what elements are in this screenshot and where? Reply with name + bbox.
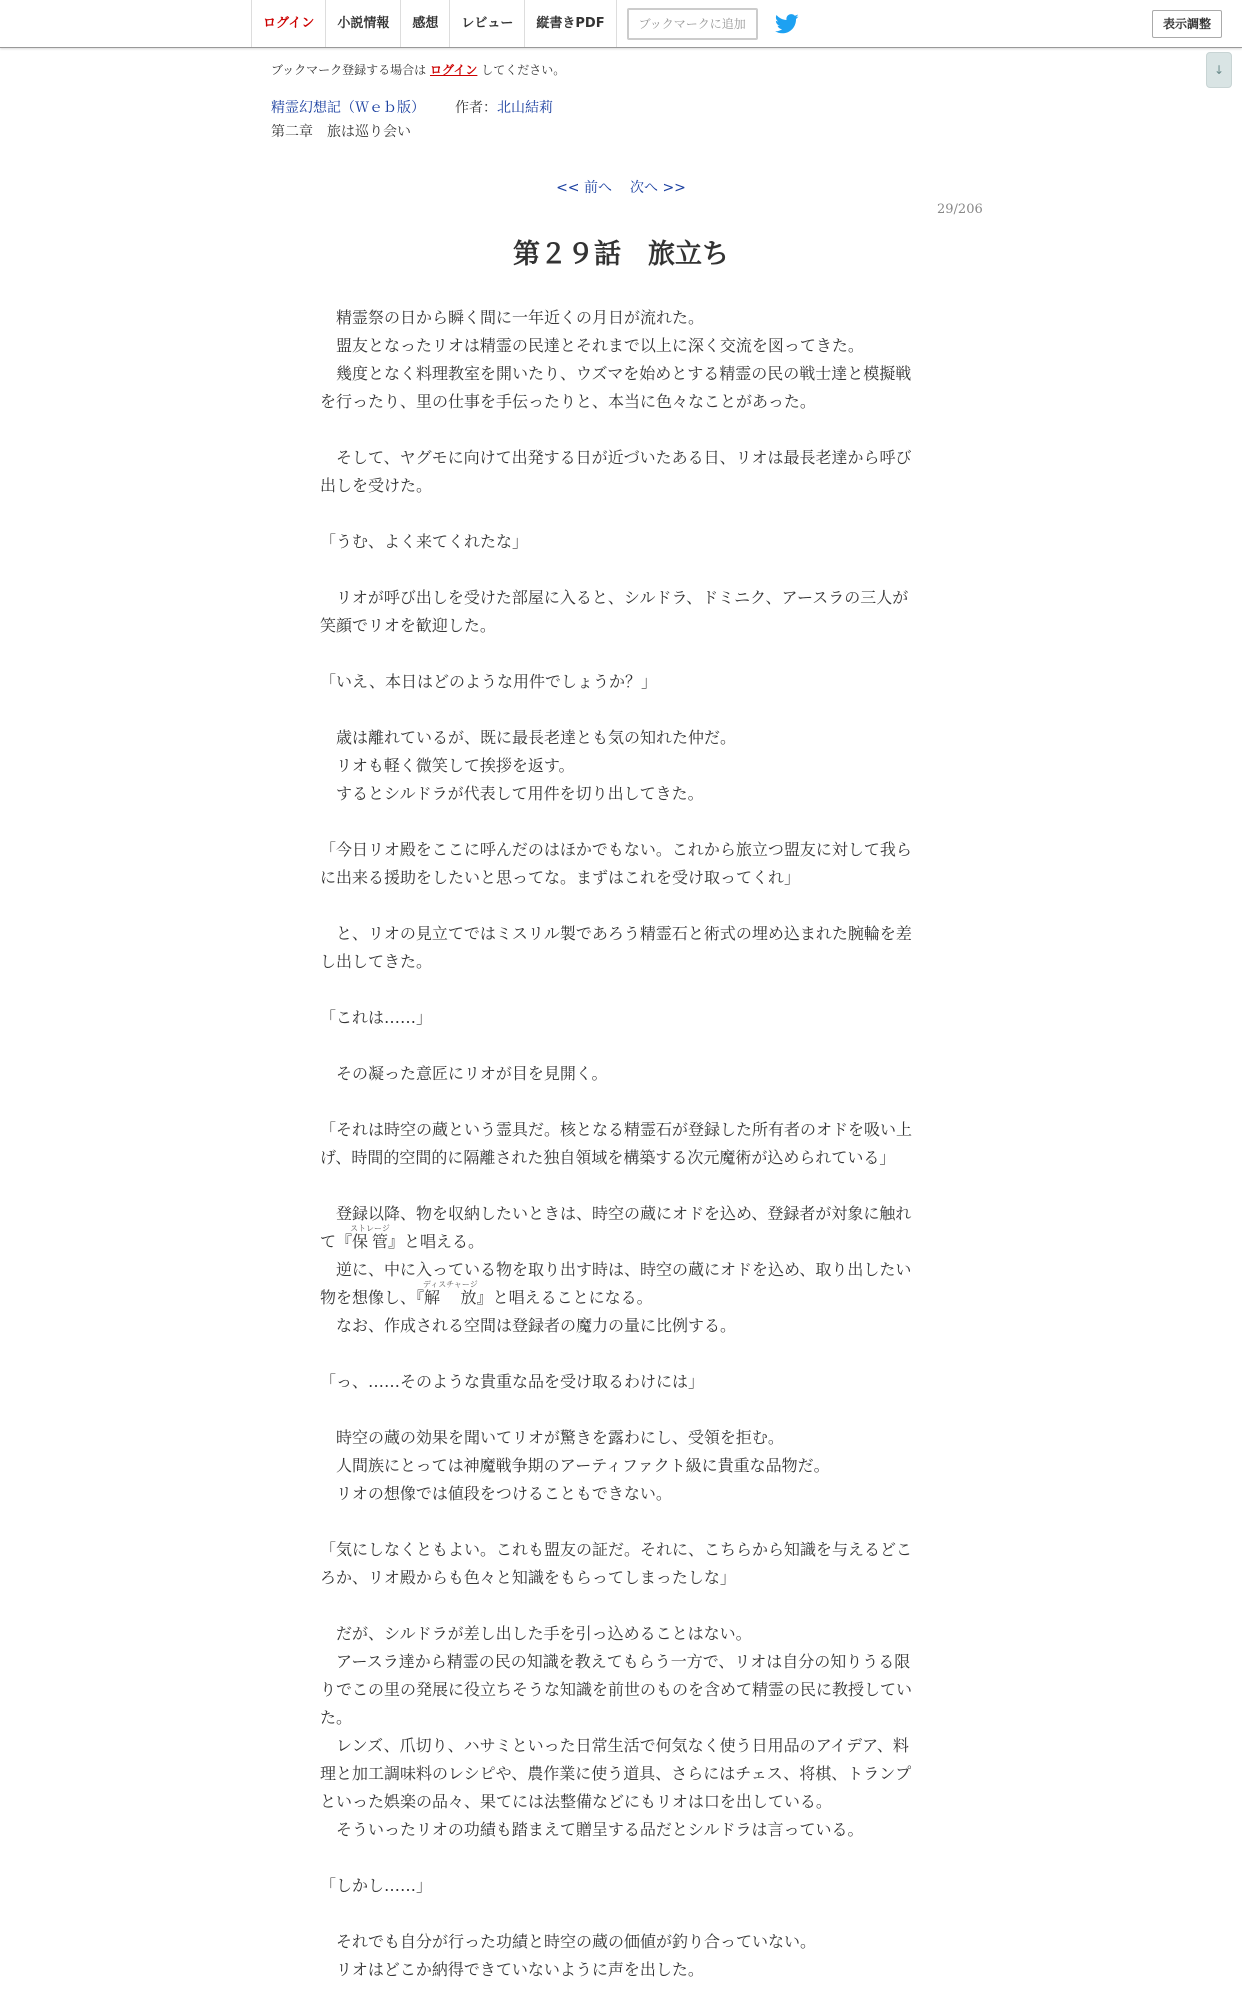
body-paragraph: 歳は離れているが、既に最長老達とも気の知れた仲だ。 <box>320 728 737 747</box>
body-paragraph <box>320 1200 916 1256</box>
dialogue-line: 「気にしなくともよい。これも盟友の証だ。それに、こちらから知識を与えるどころか、リオ殿からも色々と知識をもらってしまったしな」 <box>320 1540 913 1587</box>
episode-pager <box>0 177 1242 197</box>
dialogue-line: 「それは時空の蔵という霊具だ。核となる精霊石が登録した所有者のオドを吸い上げ、時間的空間的に隔離された独自領域を構築する次元魔術が込められている」 <box>320 1120 913 1167</box>
body-paragraph: リオが呼び出しを受けた部屋に入ると、シルドラ、ドミニク、アースラの三人が笑顔でリオを歓迎した。 <box>320 588 909 635</box>
top-navigation-bar <box>0 0 1242 48</box>
series-info <box>271 97 553 117</box>
blank-line <box>320 556 916 584</box>
body-paragraph: と、リオの見立てではミスリル製であろう精霊石と術式の埋め込まれた腕輪を差し出してきた。 <box>320 924 912 971</box>
dialogue-line: 「いえ、本日はどのような用件でしょうか？」 <box>320 672 657 691</box>
nav-vertical-pdf[interactable]: 縦書きPDF <box>525 0 616 47</box>
scroll-down-button[interactable]: ↓ <box>1206 52 1232 88</box>
body-paragraph: 幾度となく料理教室を開いたり、ウズマを始めとする精霊の民の戦士達と模擬戦を行ったり、里の仕事を手伝ったりと、本当に色々なことがあった。 <box>320 364 912 411</box>
paragraph-text: 登録以降、物を収納したいときは、時空の蔵にオドを込め、登録者が対象に触れて『 <box>320 1204 912 1251</box>
blank-line <box>320 1088 916 1116</box>
nav-review[interactable]: レビュー <box>450 0 525 47</box>
dialogue-line: 「今日リオ殿をここに呼んだのはほかでもない。これから旅立つ盟友に対して我らに出来る援助をしたいと思ってな。まずはこれを受け取ってくれ」 <box>320 840 912 887</box>
dialogue-line: 「しかし……」 <box>320 1876 433 1895</box>
notice-login-link[interactable]: ログイン <box>429 63 478 77</box>
blank-line <box>320 976 916 1004</box>
blank-line <box>320 892 916 920</box>
blank-line <box>320 416 916 444</box>
blank-line <box>320 1844 916 1872</box>
blank-line <box>320 1172 916 1200</box>
nav-impressions[interactable]: 感想 <box>401 0 450 47</box>
body-paragraph: その凝った意匠にリオが目を見開く。 <box>320 1064 608 1083</box>
twitter-share-button[interactable] <box>774 13 800 35</box>
dialogue-line: 「うむ、よく来てくれたな」 <box>320 532 529 551</box>
paragraph-text: 』と唱えることになる。 <box>476 1288 653 1307</box>
add-bookmark-button[interactable]: ブックマークに追加 <box>627 8 758 40</box>
blank-line <box>320 696 916 724</box>
body-paragraph: リオはどこか納得できていないように声を出した。 <box>320 1960 704 1979</box>
display-adjust-button[interactable]: 表示調整 <box>1152 10 1222 38</box>
chapter-title: 第二章 旅は巡り会い <box>271 124 411 140</box>
body-paragraph: なお、作成される空間は登録者の魔力の量に比例する。 <box>320 1316 737 1335</box>
dialogue-line: 「これは……」 <box>320 1008 433 1027</box>
body-paragraph: レンズ、爪切り、ハサミといった日常生活で何気なく使う日用品のアイデア、料理と加工調味料のレシピや、農作業に使う道具、さらにはチェス、将棋、トランプといった娯楽の品々、果てには法整備などにもリオは口を出している。 <box>320 1736 912 1811</box>
dialogue-line: 「っ、……そのような貴重な品を受け取るわけには」 <box>320 1372 705 1391</box>
blank-line <box>320 1508 916 1536</box>
episode-body <box>320 304 916 1984</box>
body-paragraph: それでも自分が行った功績と時空の蔵の価値が釣り合っていない。 <box>320 1932 817 1951</box>
nav-novel-info[interactable]: 小説情報 <box>326 0 401 47</box>
body-paragraph: するとシルドラが代表して用件を切り出してきた。 <box>320 784 704 803</box>
body-paragraph: 時空の蔵の効果を聞いてリオが驚きを露わにし、受領を拒む。 <box>320 1428 784 1447</box>
notice-prefix: ブックマーク登録する場合は <box>271 63 430 77</box>
blank-line <box>320 1396 916 1424</box>
blank-line <box>320 1592 916 1620</box>
blank-line <box>320 1032 916 1060</box>
paragraph-text: 逆に、中に入っている物を取り出す時は、時空の蔵にオドを込め、取り出したい物を想像し、『 <box>320 1260 912 1307</box>
ruby-storage <box>350 1224 390 1251</box>
body-paragraph: 人間族にとっては神魔戦争期のアーティファクト級に貴重な品物だ。 <box>320 1456 830 1475</box>
prev-episode-link[interactable]: << 前へ <box>556 180 612 196</box>
body-paragraph: 精霊祭の日から瞬く間に一年近くの月日が流れた。 <box>320 308 705 327</box>
paragraph-text: 』と唱える。 <box>387 1232 484 1251</box>
episode-count: 29/206 <box>937 202 983 217</box>
blank-line <box>320 640 916 668</box>
episode-title: 第２９話 旅立ち <box>513 239 729 270</box>
ruby-reading: ディスチャージ <box>422 1280 478 1289</box>
author-label: 作者： <box>455 100 497 116</box>
ruby-reading: ストレージ <box>350 1224 390 1233</box>
ruby-discharge <box>422 1280 478 1307</box>
next-episode-link[interactable]: 次へ >> <box>630 180 686 196</box>
body-paragraph <box>320 1256 916 1312</box>
primary-nav <box>251 0 800 47</box>
body-paragraph: リオの想像では値段をつけることもできない。 <box>320 1484 672 1503</box>
body-paragraph: リオも軽く微笑して挨拶を返す。 <box>320 756 575 775</box>
nav-login[interactable]: ログイン <box>251 0 326 47</box>
blank-line <box>320 500 916 528</box>
ruby-base: 保管 <box>350 1232 390 1251</box>
twitter-bird-icon <box>775 14 799 34</box>
bookmark-login-notice <box>271 61 565 78</box>
body-paragraph: そして、ヤグモに向けて出発する日が近づいたある日、リオは最長老達から呼び出しを受けた。 <box>320 448 912 495</box>
author-link[interactable]: 北山結莉 <box>497 100 553 116</box>
body-paragraph: そういったリオの功績も踏まえて贈呈する品だとシルドラは言っている。 <box>320 1820 864 1839</box>
body-paragraph: 盟友となったリオは精霊の民達とそれまで以上に深く交流を図ってきた。 <box>320 336 864 355</box>
series-title-link[interactable]: 精霊幻想記（Ｗｅｂ版） <box>271 100 425 116</box>
blank-line <box>320 808 916 836</box>
blank-line <box>320 1900 916 1928</box>
ruby-base: 解 放 <box>422 1288 478 1307</box>
notice-suffix: してください。 <box>477 63 566 77</box>
blank-line <box>320 1340 916 1368</box>
body-paragraph: アースラ達から精霊の民の知識を教えてもらう一方で、リオは自分の知りうる限りでこの里の発展に役立ちそうな知識を前世のものを含めて精霊の民に教授していた。 <box>320 1652 913 1727</box>
body-paragraph: だが、シルドラが差し出した手を引っ込めることはない。 <box>320 1624 752 1643</box>
